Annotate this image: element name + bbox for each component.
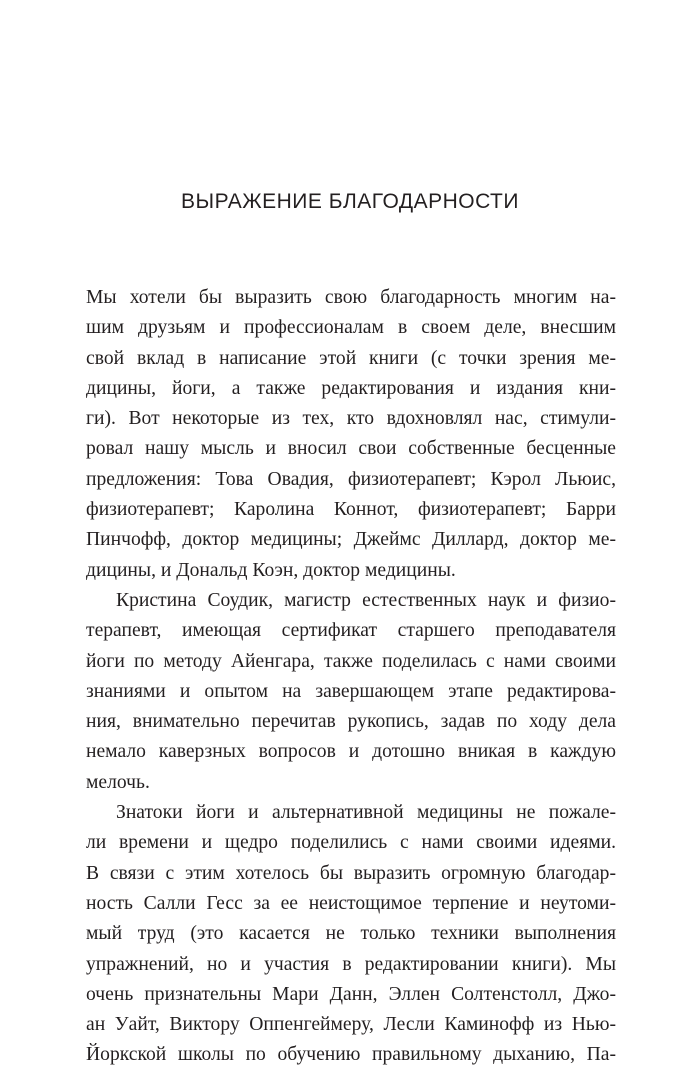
text-line: свой вклад в написание этой книги (с точки зрения ме-: [86, 347, 616, 369]
text-line: терапевт, имеющая сертификат старшего преподавателя: [86, 620, 616, 642]
text-line: В связи с этим хотелось бы выразить огромную благодар-: [86, 862, 616, 884]
text-line: упражнений, но и участия в редактировании книги). Мы: [86, 953, 616, 975]
body-text: [86, 283, 616, 1071]
text-line: ли времени и щедро поделились с нами своими идеями.: [86, 832, 616, 854]
paragraph-2: [86, 586, 616, 798]
text-line: дицины, йоги, а также редактирования и издания кни-: [86, 377, 616, 399]
text-line: немало каверзных вопросов и дотошно вникая в каждую: [86, 741, 616, 763]
text-line: физиотерапевт; Каролина Коннот, физиотерапевт; Барри: [86, 499, 616, 521]
text-line: ния, внимательно перечитав рукопись, задав по ходу дела: [86, 711, 616, 733]
text-line: Мы хотели бы выразить свою благодарность многим на-: [86, 287, 616, 308]
text-line: ги). Вот некоторые из тех, кто вдохновлял нас, стимули-: [86, 408, 616, 430]
text-line: ность Салли Гесс за ее неистощимое терпение и неутоми-: [86, 892, 616, 914]
text-line: дицины, и Дональд Коэн, доктор медицины.: [86, 559, 456, 581]
paragraph-1: [86, 283, 616, 586]
text-line: мелочь.: [86, 771, 150, 793]
paragraph-3: [86, 798, 616, 1071]
text-line: йоги по методу Айенгара, также поделилась с нами своими: [86, 650, 616, 672]
text-line: Пинчофф, доктор медицины; Джеймс Диллард, доктор ме-: [86, 529, 616, 551]
text-line: мый труд (это касается не только техники выполнения: [86, 923, 616, 945]
text-line: шим друзьям и профессионалам в своем деле, внесшим: [86, 317, 616, 339]
page-title: ВЫРАЖЕНИЕ БЛАГОДАРНОСТИ: [181, 190, 519, 213]
text-line: ан Уайт, Виктору Оппенгеймеру, Лесли Каминофф из Нью-: [86, 1014, 616, 1036]
text-line: предложения: Това Овадия, физиотерапевт; Кэрол Льюис,: [86, 468, 616, 490]
text-line: знаниями и опытом на завершающем этапе редактирова-: [86, 680, 616, 702]
text-line: Знатоки йоги и альтернативной медицины не пожале-: [116, 802, 616, 824]
text-line: очень признательны Мари Данн, Эллен Солтенстолл, Джо-: [86, 983, 616, 1005]
text-line: Йоркской школы по обучению правильному дыханию, Па-: [86, 1044, 616, 1066]
text-line: Кристина Соудик, магистр естественных наук и физио-: [116, 589, 616, 611]
text-line: ровал нашу мысль и вносил свои собственные бесценные: [86, 438, 616, 460]
